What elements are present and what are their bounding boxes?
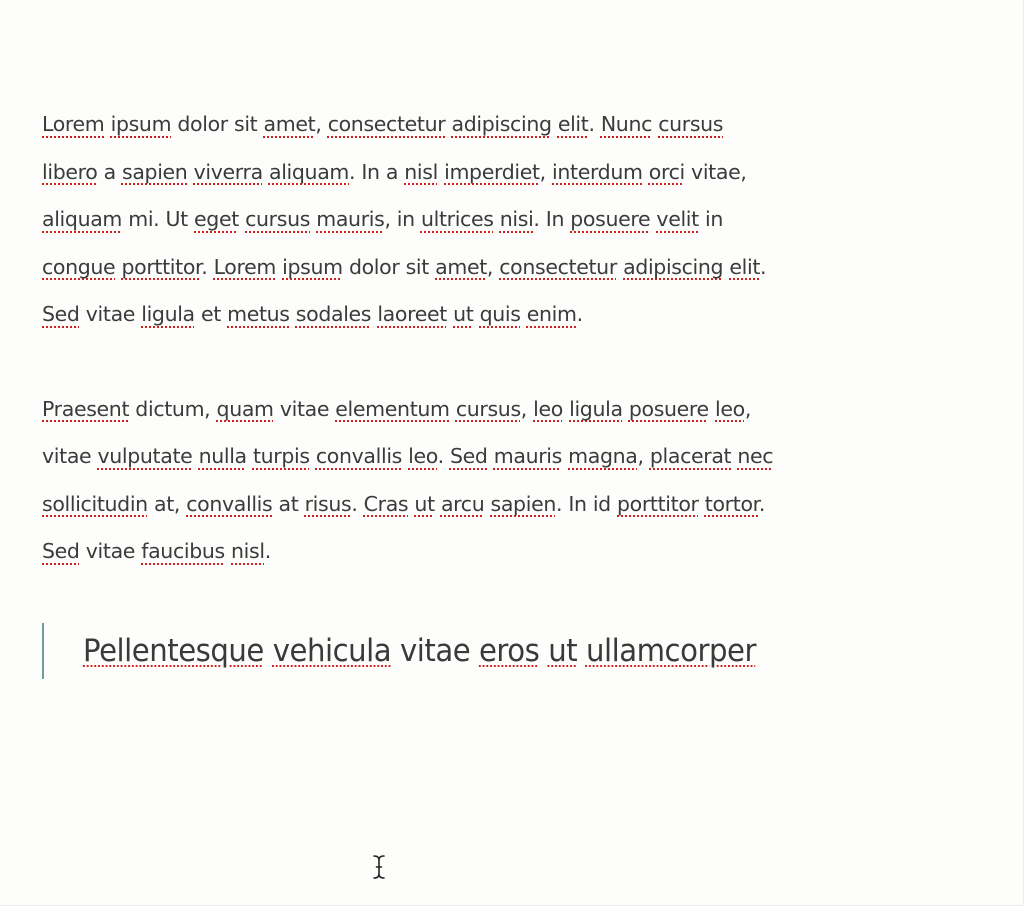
misspelled-word[interactable]: adipiscing [451, 112, 552, 136]
misspelled-word[interactable]: Sed [42, 539, 80, 563]
text-run: . In id [555, 491, 617, 516]
misspelled-word[interactable]: posuere [628, 396, 709, 421]
misspelled-word[interactable]: leo [533, 396, 563, 421]
misspelled-word[interactable]: tortor [704, 491, 759, 516]
text-run: dolor sit [342, 254, 436, 279]
misspelled-word[interactable]: aliquam [268, 159, 350, 184]
text-run [264, 633, 273, 669]
misspelled-word[interactable]: metus [227, 302, 290, 326]
text-run: vitae [79, 539, 142, 563]
text-run: . [588, 112, 601, 136]
misspelled-word[interactable]: vulputate [97, 444, 193, 468]
misspelled-word[interactable]: Pellentesque [83, 632, 264, 669]
misspelled-word[interactable]: ultrices [420, 207, 494, 231]
misspelled-word[interactable]: cursus [658, 112, 724, 136]
text-line[interactable] [42, 244, 987, 292]
misspelled-word[interactable]: consectetur [327, 112, 446, 136]
misspelled-word[interactable]: porttitor [121, 254, 202, 279]
misspelled-word[interactable]: aliquam [42, 207, 123, 231]
paragraph-1[interactable] [42, 101, 987, 339]
misspelled-word[interactable]: ut [453, 302, 474, 326]
misspelled-word[interactable]: Lorem [213, 254, 276, 279]
misspelled-word[interactable]: ligula [141, 302, 195, 326]
misspelled-word[interactable]: sollicitudin [42, 491, 148, 516]
misspelled-word[interactable]: imperdiet [444, 159, 540, 184]
misspelled-word[interactable]: eros [478, 632, 540, 669]
misspelled-word[interactable]: cursus [245, 207, 311, 231]
misspelled-word[interactable]: ullamcorper [585, 632, 756, 669]
misspelled-word[interactable]: libero [42, 159, 98, 184]
misspelled-word[interactable]: cursus [455, 396, 521, 421]
text-run [577, 633, 586, 669]
misspelled-word[interactable]: quam [216, 396, 274, 421]
text-run [539, 633, 548, 669]
misspelled-word[interactable]: amet [435, 254, 487, 279]
misspelled-word[interactable]: nulla [198, 444, 247, 468]
text-run: mi. Ut [122, 207, 195, 231]
misspelled-word[interactable]: ut [548, 632, 578, 669]
text-run: , [315, 112, 328, 136]
text-run: dolor sit [171, 112, 264, 136]
text-run: vitae [42, 444, 98, 468]
text-line[interactable] [42, 386, 987, 434]
misspelled-word[interactable]: ligula [569, 396, 623, 421]
misspelled-word[interactable]: mauris [316, 207, 385, 231]
text-run: vitae [79, 302, 142, 326]
misspelled-word[interactable]: amet [263, 112, 316, 136]
text-line[interactable] [42, 101, 987, 149]
text-run: . [437, 444, 450, 468]
misspelled-word[interactable]: turpis [252, 444, 310, 468]
text-run: . In [533, 207, 571, 231]
misspelled-word[interactable]: quis [479, 302, 521, 326]
misspelled-word[interactable]: Sed [42, 302, 80, 326]
misspelled-word[interactable]: congue [42, 254, 116, 279]
misspelled-word[interactable]: orci [648, 159, 685, 184]
text-run: . [576, 302, 583, 326]
text-line[interactable] [42, 433, 987, 481]
misspelled-word[interactable]: Cras [363, 491, 409, 516]
text-run: , in [384, 207, 421, 231]
misspelled-word[interactable]: elementum [335, 396, 450, 421]
text-line[interactable] [42, 291, 987, 339]
misspelled-word[interactable]: convallis [315, 444, 402, 468]
misspelled-word[interactable]: viverra [193, 159, 263, 184]
misspelled-word[interactable]: leo [408, 444, 438, 468]
text-run: vitae [391, 632, 479, 669]
misspelled-word[interactable]: mauris [493, 444, 562, 468]
text-line[interactable] [42, 528, 987, 576]
text-run: , [486, 254, 500, 279]
misspelled-word[interactable]: eget [194, 207, 239, 231]
misspelled-word[interactable]: elit [557, 112, 589, 136]
text-line[interactable] [42, 196, 987, 244]
misspelled-word[interactable]: nisl [231, 539, 265, 563]
misspelled-word[interactable]: placerat [649, 444, 732, 468]
misspelled-word[interactable]: interdum [552, 159, 643, 184]
text-run: , [520, 396, 534, 421]
misspelled-word[interactable]: magna [568, 444, 638, 468]
text-run: . [201, 254, 214, 279]
text-run: vitae, [684, 159, 747, 184]
document-content[interactable] [42, 101, 987, 679]
misspelled-word[interactable]: ipsum [282, 254, 343, 279]
misspelled-word[interactable]: consectetur [499, 254, 617, 279]
text-run: dictum, [129, 396, 217, 421]
text-line[interactable] [42, 481, 987, 529]
text-run: . [758, 491, 766, 516]
misspelled-word[interactable]: porttitor [617, 491, 699, 516]
misspelled-word[interactable]: Sed [449, 444, 488, 468]
misspelled-word[interactable]: sapien [121, 159, 188, 184]
text-cursor-icon [370, 853, 388, 881]
misspelled-word[interactable]: nisl [404, 159, 438, 184]
text-line[interactable] [42, 149, 987, 197]
misspelled-word[interactable]: vehicula [272, 632, 392, 669]
blockquote[interactable] [42, 623, 987, 679]
misspelled-word[interactable]: laoreet [377, 302, 447, 326]
text-run: et [194, 302, 228, 326]
misspelled-word[interactable]: nec [737, 444, 774, 468]
misspelled-word[interactable]: convallis [186, 491, 273, 516]
misspelled-word[interactable]: leo [715, 396, 745, 421]
misspelled-word[interactable]: elit [729, 254, 761, 279]
text-run: . [760, 254, 767, 279]
paragraph-2[interactable] [42, 386, 987, 576]
text-run: , [637, 444, 650, 468]
misspelled-word[interactable]: Lorem [42, 112, 105, 136]
misspelled-word[interactable]: sapien [490, 491, 556, 516]
text-run: . [351, 491, 364, 516]
text-run: vitae [273, 396, 336, 421]
misspelled-word[interactable]: risus [304, 491, 352, 516]
misspelled-word[interactable]: ut [414, 491, 435, 516]
misspelled-word[interactable]: sodales [295, 302, 372, 326]
text-run: , [539, 159, 553, 184]
misspelled-word[interactable]: posuere [570, 207, 651, 231]
text-run: . [264, 539, 271, 563]
misspelled-word[interactable]: enim [526, 302, 577, 326]
misspelled-word[interactable]: Praesent [42, 396, 130, 421]
text-run: at, [147, 491, 187, 516]
misspelled-word[interactable]: adipiscing [623, 254, 724, 279]
misspelled-word[interactable]: ipsum [110, 112, 172, 136]
misspelled-word[interactable]: faucibus [141, 539, 225, 563]
misspelled-word[interactable]: velit [656, 207, 699, 231]
text-run: , [744, 396, 751, 421]
misspelled-word[interactable]: nisi [499, 207, 534, 231]
text-run: a [97, 159, 122, 184]
text-run: in [698, 207, 724, 231]
misspelled-word[interactable]: Nunc [600, 112, 653, 136]
text-run: at [272, 491, 305, 516]
misspelled-word[interactable]: arcu [440, 491, 485, 516]
text-run: . In a [349, 159, 405, 184]
blockquote-text[interactable] [83, 623, 933, 679]
